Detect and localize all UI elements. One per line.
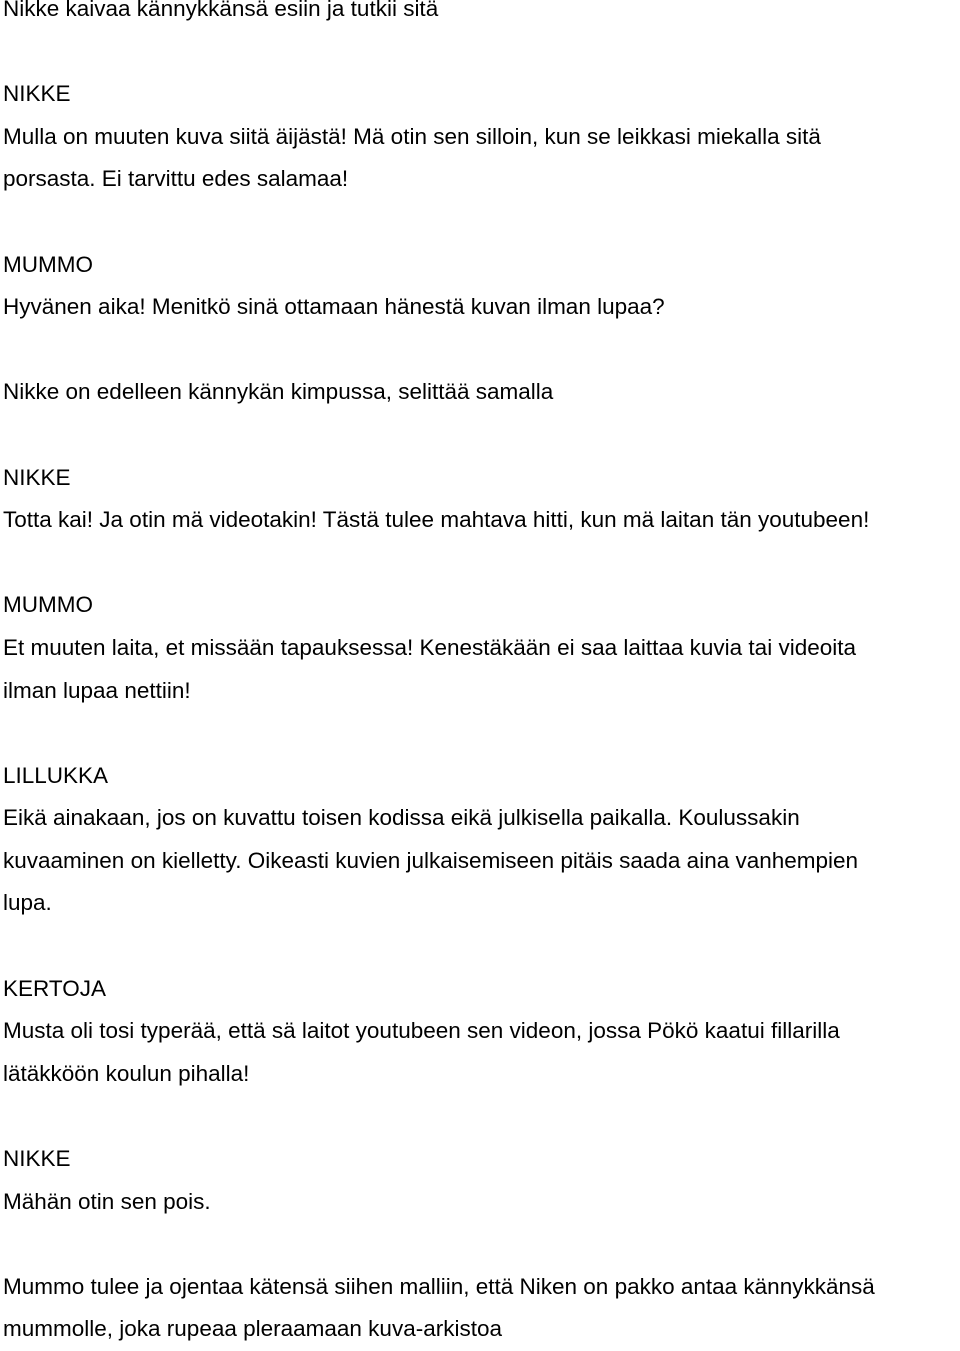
spacer bbox=[3, 542, 958, 585]
spacer bbox=[3, 329, 958, 372]
dialogue-line: Hyvänen aika! Menitkö sinä ottamaan hänestä kuvan ilman lupaa? bbox=[3, 294, 665, 320]
dialogue bbox=[3, 286, 958, 329]
speaker-name bbox=[3, 755, 958, 798]
dialogue-line: lupa. bbox=[3, 890, 52, 916]
direction-line: mummolle, joka rupeaa pleraamaan kuva-arkistoa bbox=[3, 1316, 502, 1342]
script-page bbox=[3, 0, 958, 1351]
dialogue bbox=[3, 1181, 958, 1224]
speaker-name-text: LILLUKKA bbox=[3, 762, 109, 788]
dialogue-line: ilman lupaa nettiin! bbox=[3, 677, 191, 703]
spacer bbox=[3, 201, 958, 244]
dialogue-line: porsasta. Ei tarvittu edes salamaa! bbox=[3, 166, 349, 192]
speaker-name-text: NIKKE bbox=[3, 1146, 71, 1172]
spacer bbox=[3, 414, 958, 457]
dialogue-line: lätäkköön koulun pihalla! bbox=[3, 1060, 250, 1086]
dialogue-line: kuvaaminen on kielletty. Oikeasti kuvien julkaisemiseen pitäis saada aina vanhempien bbox=[3, 847, 859, 873]
dialogue-line: Eikä ainakaan, jos on kuvattu toisen kodissa eikä julkisella paikalla. Koulussakin bbox=[3, 805, 800, 831]
dialogue-line: Totta kai! Ja otin mä videotakin! Tästä tulee mahtava hitti, kun mä laitan tän youtubeen! bbox=[3, 507, 870, 533]
stage-direction bbox=[3, 1266, 958, 1351]
speaker-name bbox=[3, 457, 958, 500]
direction-line: Nikke kaivaa kännykkänsä esiin ja tutkii sitä bbox=[3, 0, 439, 21]
speaker-name bbox=[3, 73, 958, 116]
spacer bbox=[3, 1223, 958, 1266]
speaker-name-text: MUMMO bbox=[3, 592, 93, 618]
dialogue-line: Mähän otin sen pois. bbox=[3, 1188, 211, 1214]
dialogue-line: Musta oli tosi typerää, että sä laitot youtubeen sen videon, jossa Pökö kaatui fillarilla bbox=[3, 1018, 840, 1044]
dialogue-line: Mulla on muuten kuva siitä äijästä! Mä otin sen silloin, kun se leikkasi miekalla sitä bbox=[3, 123, 821, 149]
stage-direction bbox=[3, 371, 958, 414]
spacer bbox=[3, 925, 958, 968]
speaker-name-text: NIKKE bbox=[3, 81, 71, 107]
speaker-name bbox=[3, 584, 958, 627]
stage-direction bbox=[3, 0, 958, 31]
speaker-name-text: KERTOJA bbox=[3, 975, 106, 1001]
direction-line: Mummo tulee ja ojentaa kätensä siihen malliin, että Niken on pakko antaa kännykkänsä bbox=[3, 1273, 875, 1299]
speaker-name bbox=[3, 968, 958, 1011]
dialogue bbox=[3, 1010, 958, 1095]
speaker-name bbox=[3, 244, 958, 287]
speaker-name bbox=[3, 1138, 958, 1181]
spacer bbox=[3, 1095, 958, 1138]
dialogue bbox=[3, 797, 958, 925]
dialogue bbox=[3, 499, 958, 542]
spacer bbox=[3, 712, 958, 755]
direction-line: Nikke on edelleen kännykän kimpussa, selittää samalla bbox=[3, 379, 554, 405]
spacer bbox=[3, 31, 958, 74]
speaker-name-text: NIKKE bbox=[3, 464, 71, 490]
speaker-name-text: MUMMO bbox=[3, 251, 93, 277]
dialogue-line: Et muuten laita, et missään tapauksessa! Kenestäkään ei saa laittaa kuvia tai videoita bbox=[3, 634, 857, 660]
dialogue bbox=[3, 627, 958, 712]
dialogue bbox=[3, 116, 958, 201]
